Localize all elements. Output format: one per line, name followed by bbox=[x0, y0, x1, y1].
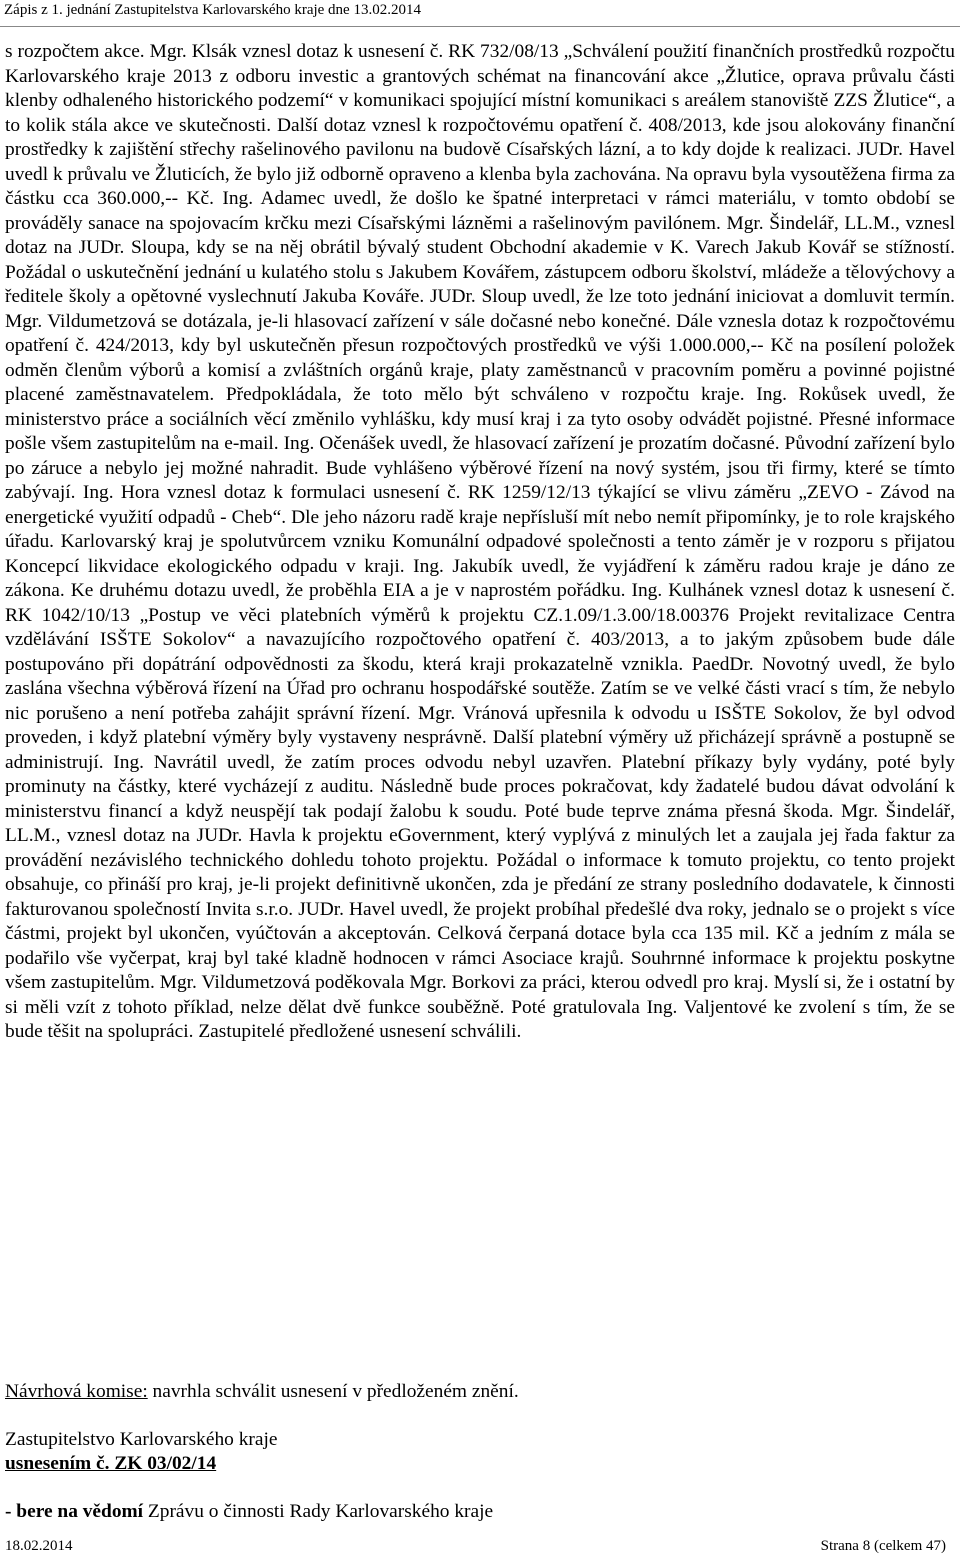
committee-text: navrhla schválit usnesení v předloženém znění. bbox=[147, 1381, 519, 1402]
footer-page-number: Strana 8 (celkem 47) bbox=[820, 1538, 946, 1554]
resolution-item-text: Zprávu o činnosti Rady Karlovarského kraje bbox=[143, 1501, 494, 1522]
footer-date: 18.02.2014 bbox=[5, 1538, 73, 1554]
committee-line bbox=[5, 1380, 519, 1404]
resolution-item-bold: - bere na vědomí bbox=[5, 1501, 144, 1522]
main-paragraph-container bbox=[5, 40, 955, 1045]
resolution-number: usnesením č. ZK 03/02/14 bbox=[5, 1453, 217, 1474]
resolution-body: Zastupitelstvo Karlovarského kraje bbox=[5, 1429, 278, 1450]
header-divider bbox=[0, 26, 960, 27]
committee-label: Návrhová komise: bbox=[5, 1381, 148, 1402]
resolution-item bbox=[5, 1500, 493, 1524]
main-paragraph: s rozpočtem akce. Mgr. Klsák vznesl dotaz k usnesení č. RK 732/08/13 „Schválení použití finančních prostředků rozpočtu Karlovarského kraje 2013 z odboru investic a grantových schémat na financování akce „Žlutice, oprava průvalu části klenby odhaleného historického podzemí“ v komunikaci spojující místní komunikaci s areálem stanoviště ZZS Žlutice“, a to kolik stála akce ve skutečnosti. Další dotaz vznesl k rozpočtovému opatření č. 408/2013, kde jsou alokovány finanční prostředky k zajištění střechy rašelinového pavilonu na budově Císařských lázní, a to kdy dojde k realizaci. JUDr. Havel uvedl k průvalu ve Žluticích, že bylo již odborně opraveno a klenba byla zachována. Na opravu byla vysoutěžena firma za částku cca 360.000,-- Kč. Ing. Adamec uvedl, že došlo ke špatné interpretaci v rámci materiálu, v tomto období se prováděly sanace na spojovacím krčku mezi Císařskými lázněmi a rašelinovým pavilónem. Mgr. Šindelář, LL.M., vznesl dotaz na JUDr. Sloupa, kdy se na něj obrátil bývalý student Obchodní akademie v K. Varech Jakub Kovář se stížností. Požádal o uskutečnění jednání u kulatého stolu s Jakubem Kovářem, zástupcem odboru školství, mládeže a tělovýchovy a ředitele školy a opětovné vyslechnutí Jakuba Kováře. JUDr. Sloup uvedl, že lze toto jednání iniciovat a domluvit termín. Mgr. Vildumetzová se dotázala, je-li hlasovací zařízení v sále dočasné nebo konečné. Dále vznesla dotaz k rozpočtovému opatření č. 424/2013, kdy byl uskutečněn přesun rozpočtových prostředků ve výši 1.000.000,-- Kč na posílení položek odměn členům výborů a komisí a zvláštních orgánů kraje, platy zaměstnanců v pracovním poměru a povinné pojistné placené zaměstnavatelem. Předpokládala, že toto mělo být schváleno v rozpočtu kraje. Ing. Rokůsek uvedl, že ministerstvo práce a sociálních věcí změnilo vyhlášku, kdy musí kraj i za tyto osoby odvádět pojistné. Přesné informace pošle všem zastupitelům na e-mail. Ing. Očenášek uvedl, že hlasovací zařízení je prozatím dočasné. Původní zařízení bylo po záruce a nebylo jej možné nahradit. Bude vyhlášeno výběrové řízení na nový systém, jsou tři firmy, které se tímto zabývají. Ing. Hora vznesl dotaz k formulaci usnesení č. RK 1259/12/13 týkající se vlivu záměru „ZEVO - Závod na energetické využití odpadů - Cheb“. Dle jeho názoru radě kraje nepřísluší mít nebo nemít připomínky, je to role krajského úřadu. Karlovarský kraj je spolutvůrcem vzniku Komunální odpadové společnosti a tento záměr je v rozporu s přijatou Koncepcí likvidace ekologického odpadu v kraji. Ing. Jakubík uvedl, že vyjádření k záměru radou kraje je dáno ze zákona. Ke druhému dotazu uvedl, že proběhla EIA a je v naprostém pořádku. Ing. Kulhánek vznesl dotaz k usnesení č. RK 1042/10/13 „Postup ve věci platebních výměrů k projektu CZ.1.09/1.3.00/18.00376 Projekt revitalizace Centra vzdělávání ISŠTE Sokolov“ a navazujícího rozpočtového opatření č. 403/2013, a to jakým způsobem bude dále postupováno při dopátrání odpovědnosti za škodu, která kraji prokazatelně vznikla. PaedDr. Novotný uvedl, že bylo zaslána všechna výběrová řízení na Úřad pro ochranu hospodářské soutěže. Zatím se ve velké části vrací s tím, že nebylo nic porušeno a není potřeba zahájit správní řízení. Mgr. Vránová upřesnila k odvodu u ISŠTE Sokolov, že byl odvod proveden, i když platební výměry byly vystaveny nesprávně. Další platební výměry už přicházejí správně a postupně se administrují. Ing. Navrátil uvedl, že zatím proces odvodu nebyl uzavřen. Platební příkazy byly vydány, poté byly prominuty na částky, které vycházejí z auditu. Následně bude proces pokračovat, kdy žadatelé budou dávat odvolání k ministerstvu financí a když neuspějí tak podají žalobu k soudu. Poté bude teprve známa přesná škoda. Mgr. Šindelář, LL.M., vznesl dotaz na JUDr. Havla k projektu eGovernment, který vyplývá z minulých let a zaujala jej řada faktur za provádění nezávislého technického dohledu tohoto projektu. Požádal o informace k tomuto projektu, co tento projekt obsahuje, co přináší pro kraj, je-li projekt definitivně ukončen, zda je předání ze strany posledního dodavatele, k činnosti fakturovanou společností Invita s.r.o. JUDr. Havel uvedl, že projekt probíhal předešlé dva roky, jednalo se o projekt s více částmi, projekt byl ukončen, vyúčtován a akceptován. Celková čerpaná dotace byla cca 135 mil. Kč a jedním z mála se podařilo vše vyčerpat, kraj byl také kladně hodnocen v rámci Asociace krajů. Souhrnné informace k projektu poskytne všem zastupitelům. Mgr. Vildumetzová poděkovala Mgr. Borkovi za práci, kterou odvedl pro kraj. Myslí si, že i ostatní by si měli vzít z tohoto příklad, nelze dělat dvě funkce souběžně. Poté gratulovala Ing. Valjentové ke zvolení s tím, že se bude těšit na spolupráci. Zastupitelé předložené usnesení schválili. bbox=[5, 41, 955, 1042]
page-header-title: Zápis z 1. jednání Zastupitelstva Karlovarského kraje dne 13.02.2014 bbox=[4, 2, 421, 18]
